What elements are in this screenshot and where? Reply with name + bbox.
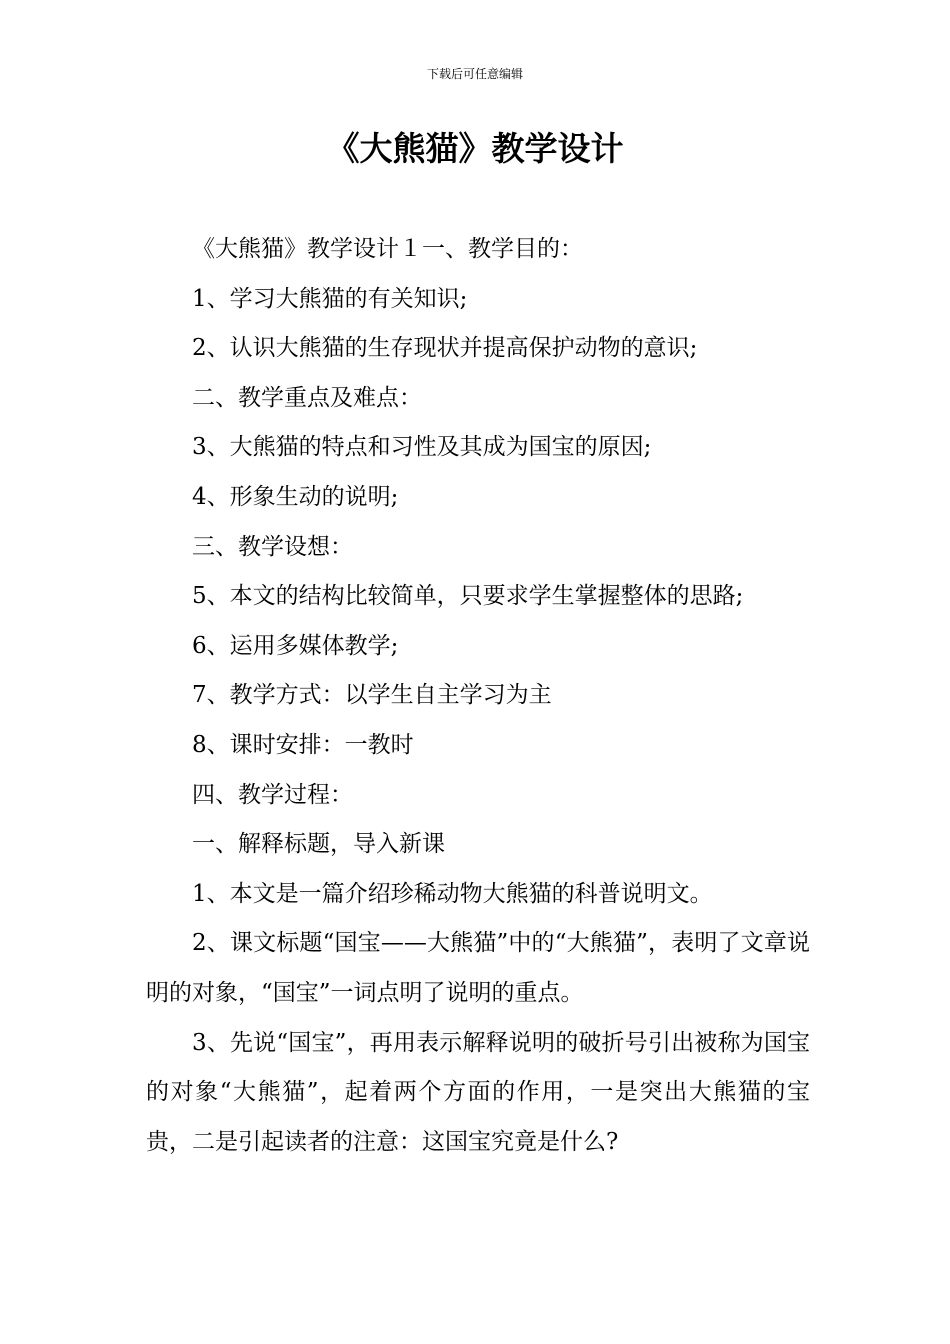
- paragraph-objective-2: 2、认识大熊猫的生存现状并提高保护动物的意识;: [192, 335, 698, 362]
- paragraph-idea-5: 5、本文的结构比较简单，只要求学生掌握整体的思路;: [192, 583, 744, 610]
- paragraph-section-teaching-process: 四、教学过程：: [192, 781, 353, 808]
- paragraph-key-point-4: 4、形象生动的说明;: [192, 483, 399, 510]
- page-header-note: 下载后可任意编辑: [426, 67, 523, 81]
- paragraph-intro-objectives: 《大熊猫》教学设计１一、教学目的：: [192, 236, 583, 262]
- paragraph-step-explain-title: 一、解释标题，导入新课: [192, 831, 445, 858]
- paragraph-process-1: 1、本文是一篇介绍珍稀动物大熊猫的科普说明文。: [192, 880, 713, 907]
- paragraph-section-teaching-ideas: 三、教学设想：: [192, 533, 353, 560]
- paragraph-idea-7: 7、教学方式：以学生自主学习为主: [192, 682, 552, 709]
- document-title: 《大熊猫》教学设计: [326, 129, 624, 168]
- paragraph-process-3: 3、先说“国宝”，再用表示解释说明的破折号引出被称为国宝的对象“大熊猫”，起着两个方面的作用，一是突出大熊猫的宝贵，二是引起读者的注意：这国宝究竟是什么?: [146, 1029, 810, 1155]
- document-body: [146, 225, 810, 1167]
- paragraph-idea-8: 8、课时安排：一教时: [192, 731, 414, 758]
- paragraph-idea-6: 6、运用多媒体教学;: [192, 632, 399, 659]
- paragraph-objective-1: 1、学习大熊猫的有关知识;: [192, 285, 468, 312]
- paragraph-section-key-points: 二、教学重点及难点：: [192, 384, 422, 411]
- paragraph-key-point-3: 3、大熊猫的特点和习性及其成为国宝的原因;: [192, 434, 652, 461]
- paragraph-process-2: 2、课文标题“国宝——大熊猫”中的“大熊猫”，表明了文章说明的对象，“国宝”一词点明了说明的重点。: [146, 930, 810, 1006]
